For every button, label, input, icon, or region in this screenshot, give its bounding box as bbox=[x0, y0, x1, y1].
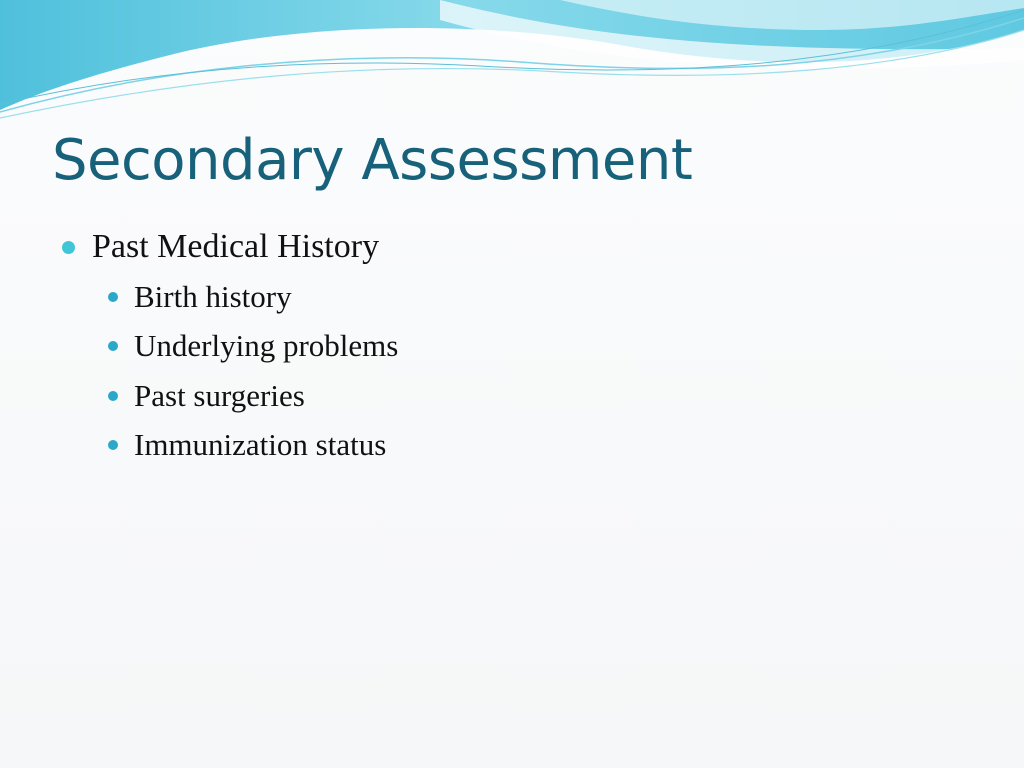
bullet-dot-icon bbox=[108, 341, 118, 351]
bullet-list bbox=[62, 222, 962, 470]
sub-bullet-list bbox=[108, 272, 962, 470]
bullet-dot-icon bbox=[108, 440, 118, 450]
bullet-dot-icon bbox=[62, 241, 75, 254]
header-wave-decoration bbox=[0, 0, 1024, 140]
sub-bullet-text: Underlying problems bbox=[134, 328, 399, 364]
sub-bullet-text: Immunization status bbox=[134, 427, 387, 463]
bullet-text: Past Medical History bbox=[92, 228, 380, 265]
bullet-dot-icon bbox=[108, 391, 118, 401]
sub-bullet-text: Birth history bbox=[134, 278, 292, 314]
sub-bullet-item bbox=[108, 272, 962, 322]
sub-bullet-item bbox=[108, 322, 962, 372]
sub-bullet-text: Past surgeries bbox=[134, 377, 305, 413]
bullet-dot-icon bbox=[108, 292, 118, 302]
slide-title: Secondary Assessment bbox=[52, 128, 693, 193]
bullet-item bbox=[62, 222, 962, 272]
sub-bullet-item bbox=[108, 421, 962, 471]
sub-bullet-item bbox=[108, 371, 962, 421]
